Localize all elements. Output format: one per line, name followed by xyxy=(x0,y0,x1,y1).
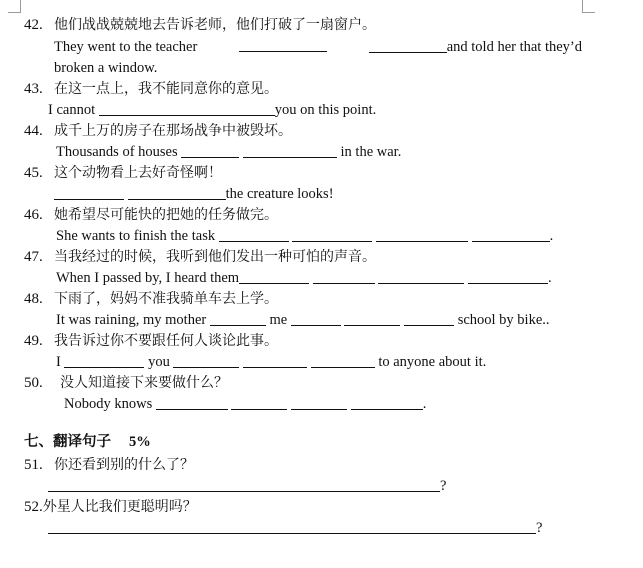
question-51-answer xyxy=(48,476,446,496)
chinese-sentence: 下雨了，妈妈不准我骑单车去上学。 xyxy=(54,291,278,307)
section-heading xyxy=(24,432,151,452)
question-46-prompt xyxy=(24,204,278,225)
english-text: They went to the teacher xyxy=(54,39,198,55)
question-45-answer xyxy=(54,184,334,204)
english-text: . xyxy=(547,270,552,286)
question-52-prompt xyxy=(24,496,197,517)
end-mark: ? xyxy=(536,520,543,536)
english-text: you on this point. xyxy=(274,102,377,118)
question-44-answer xyxy=(56,142,401,162)
chinese-sentence: 当我经过的时候，我听到他们发出一种可怕的声音。 xyxy=(54,249,376,265)
answer-blank[interactable] xyxy=(376,227,468,242)
chinese-sentence: 这个动物看上去好奇怪啊！ xyxy=(54,165,222,181)
english-text: I xyxy=(56,354,61,370)
answer-blank[interactable] xyxy=(231,395,287,410)
answer-blank[interactable] xyxy=(239,37,327,52)
answer-blank[interactable] xyxy=(243,353,307,368)
question-number: 43. xyxy=(24,81,43,97)
question-49-answer xyxy=(56,352,486,372)
answer-line[interactable] xyxy=(48,519,536,534)
question-48-prompt xyxy=(24,288,278,309)
english-text: to anyone about it. xyxy=(378,354,487,370)
question-47-answer xyxy=(56,268,552,288)
answer-blank[interactable] xyxy=(99,101,275,116)
question-number: 42. xyxy=(24,17,43,33)
question-45-prompt xyxy=(24,162,222,183)
question-51-prompt xyxy=(24,454,194,475)
answer-line[interactable] xyxy=(48,477,440,492)
question-43-prompt xyxy=(24,78,278,99)
page-corner-mark-left xyxy=(8,0,21,13)
answer-blank[interactable] xyxy=(291,395,347,410)
english-text: It was raining, my mother xyxy=(56,312,207,328)
answer-blank[interactable] xyxy=(378,269,464,284)
answer-blank[interactable] xyxy=(128,185,226,200)
answer-blank[interactable] xyxy=(239,269,309,284)
section-score: 5% xyxy=(129,434,151,450)
english-text: me xyxy=(269,312,288,328)
question-50-prompt xyxy=(24,372,228,393)
question-46-answer xyxy=(56,226,553,246)
answer-blank[interactable] xyxy=(404,311,454,326)
english-text: you xyxy=(148,354,170,370)
chinese-sentence: 成千上万的房子在那场战争中被毁坏。 xyxy=(54,123,292,139)
answer-blank[interactable] xyxy=(54,185,124,200)
question-49-prompt xyxy=(24,330,278,351)
chinese-sentence: 他们战战兢兢地去告诉老师，他们打破了一扇窗户。 xyxy=(54,17,376,33)
question-52-answer xyxy=(48,518,542,538)
question-number: 52. xyxy=(24,499,43,515)
section-title: 七、翻译句子 xyxy=(24,434,111,450)
chinese-sentence: 你还看到别的什么了？ xyxy=(54,457,194,473)
answer-blank[interactable] xyxy=(344,311,400,326)
question-number: 47. xyxy=(24,249,43,265)
question-43-answer xyxy=(48,100,376,120)
question-number: 45. xyxy=(24,165,43,181)
answer-blank[interactable] xyxy=(181,143,239,158)
english-text: in the war. xyxy=(340,144,402,160)
question-48-answer xyxy=(56,310,550,330)
question-42-answer-cont xyxy=(54,58,157,78)
answer-blank[interactable] xyxy=(292,227,372,242)
question-number: 49. xyxy=(24,333,43,349)
question-number: 50. xyxy=(24,375,43,391)
answer-blank[interactable] xyxy=(64,353,144,368)
chinese-sentence: 没人知道接下来要做什么？ xyxy=(60,375,228,391)
question-number: 51. xyxy=(24,457,43,473)
question-47-prompt xyxy=(24,246,376,267)
chinese-sentence: 她希望尽可能快的把她的任务做完。 xyxy=(54,207,278,223)
question-44-prompt xyxy=(24,120,292,141)
answer-blank[interactable] xyxy=(156,395,228,410)
answer-blank[interactable] xyxy=(219,227,289,242)
question-number: 46. xyxy=(24,207,43,223)
answer-blank[interactable] xyxy=(291,311,341,326)
question-50-answer xyxy=(64,394,426,414)
question-42-prompt xyxy=(24,14,376,35)
answer-blank[interactable] xyxy=(468,269,548,284)
english-text: Thousands of houses xyxy=(56,144,178,160)
answer-blank[interactable] xyxy=(243,143,337,158)
chinese-sentence: 我告诉过你不要跟任何人谈论此事。 xyxy=(54,333,278,349)
english-text: When I passed by, I heard them xyxy=(56,270,240,286)
question-42-answer xyxy=(54,37,582,57)
answer-blank[interactable] xyxy=(210,311,266,326)
english-text: and told her that they’d xyxy=(446,39,582,55)
page-corner-mark-right xyxy=(582,0,595,13)
english-text: . xyxy=(422,396,427,412)
chinese-sentence: 在这一点上，我不能同意你的意见。 xyxy=(54,81,278,97)
end-mark: ? xyxy=(440,478,447,494)
chinese-sentence: 外星人比我们更聪明吗？ xyxy=(42,499,197,515)
answer-blank[interactable] xyxy=(311,353,375,368)
english-text: She wants to finish the task xyxy=(56,228,216,244)
question-number: 44. xyxy=(24,123,43,139)
english-text: the creature looks! xyxy=(225,186,334,202)
answer-blank[interactable] xyxy=(173,353,239,368)
question-number: 48. xyxy=(24,291,43,307)
answer-blank[interactable] xyxy=(472,227,550,242)
answer-blank[interactable] xyxy=(351,395,423,410)
answer-blank[interactable] xyxy=(369,38,447,53)
answer-blank[interactable] xyxy=(313,269,375,284)
english-text: school by bike.. xyxy=(457,312,550,328)
english-text: . xyxy=(549,228,554,244)
english-text: I cannot xyxy=(48,102,96,118)
english-text: Nobody knows xyxy=(64,396,153,412)
english-text: broken a window. xyxy=(54,60,158,76)
